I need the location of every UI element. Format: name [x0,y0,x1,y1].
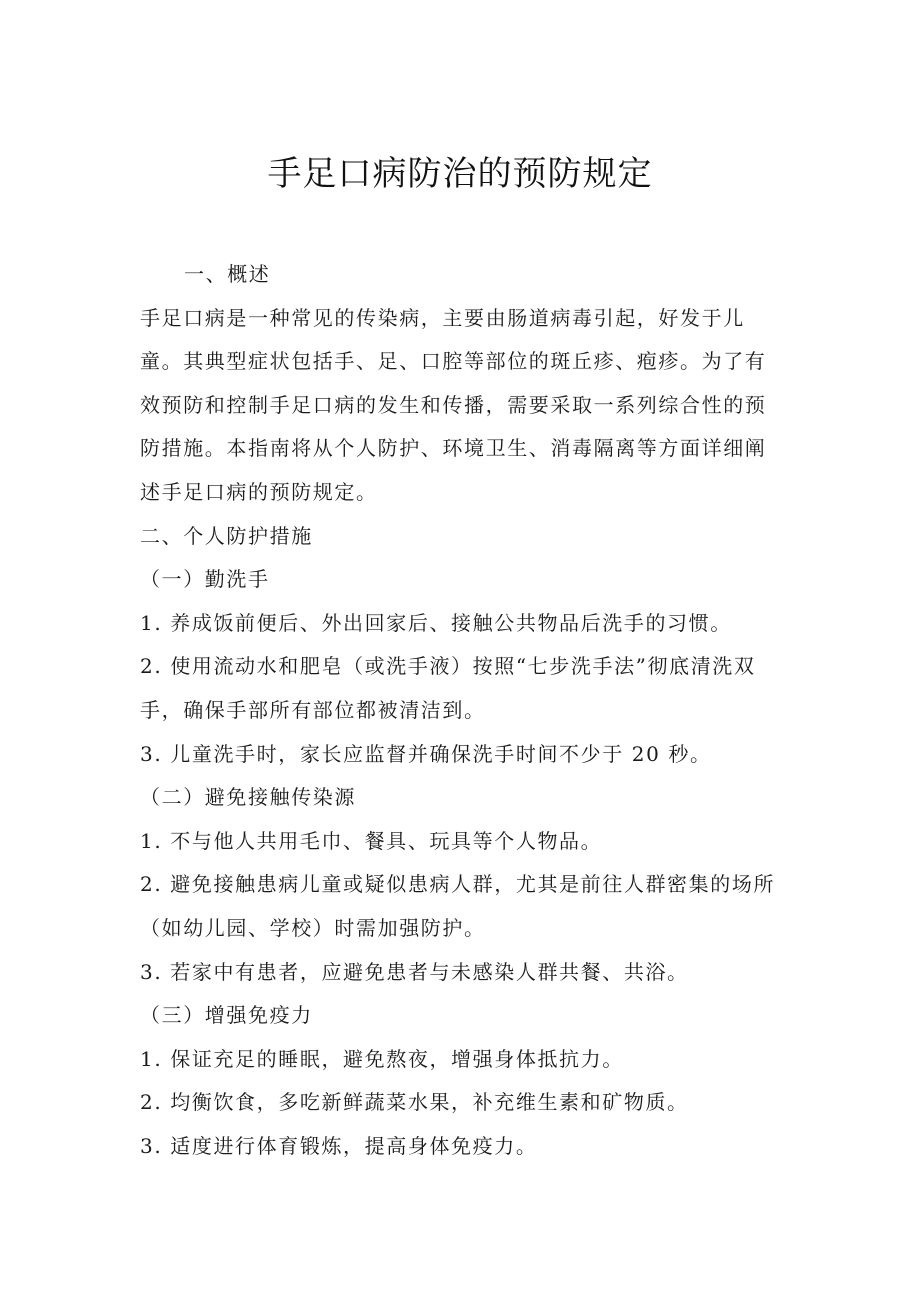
list-item: 3. 适度进行体育锻炼，提高身体免疫力。 [140,1133,538,1158]
paragraph-line: 述手足口病的预防规定。 [140,479,378,504]
section-heading-overview: 一、概述 [184,262,271,286]
list-item-continuation: 手，确保手部所有部位都被清洁到。 [140,697,486,722]
list-item: 2. 避免接触患病儿童或疑似患病人群，尤其是前往人群密集的场所 [140,872,776,897]
document-body [140,253,780,1168]
list-item-continuation: （如幼儿园、学校）时需加强防护。 [140,915,486,940]
list-item: 2. 使用流动水和肥皂（或洗手液）按照“七步洗手法”彻底清洗双 [140,654,756,679]
paragraph-line: 效预防和控制手足口病的发生和传播，需要采取一系列综合性的预 [140,392,767,417]
subsection-heading-immunity: （三）增强免疫力 [140,1003,313,1028]
paragraph-line: 手足口病是一种常见的传染病，主要由肠道病毒引起，好发于儿 [140,305,745,330]
list-item: 2. 均衡饮食，多吃新鲜蔬菜水果，补充维生素和矿物质。 [140,1090,689,1115]
subsection-heading-handwashing: （一）勤洗手 [140,567,270,592]
subsection-heading-avoid-contact: （二）避免接触传染源 [140,785,356,810]
document-title: 手足口病防治的预防规定 [267,154,653,194]
list-item: 1. 养成饭前便后、外出回家后、接触公共物品后洗手的习惯。 [140,610,732,635]
paragraph-line: 童。其典型症状包括手、足、口腔等部位的斑丘疹、疱疹。为了有 [140,349,767,374]
list-item: 1. 不与他人共用毛巾、餐具、玩具等个人物品。 [140,828,603,853]
list-item: 3. 若家中有患者，应避免患者与未感染人群共餐、共浴。 [140,959,689,984]
list-item: 1. 保证充足的睡眠，避免熬夜，增强身体抵抗力。 [140,1046,624,1071]
list-item: 3. 儿童洗手时，家长应监督并确保洗手时间不少于 20 秒。 [140,741,712,766]
paragraph-line: 防措施。本指南将从个人防护、环境卫生、消毒隔离等方面详细阐 [140,436,767,461]
section-heading-personal-protection: 二、个人防护措施 [140,523,313,548]
